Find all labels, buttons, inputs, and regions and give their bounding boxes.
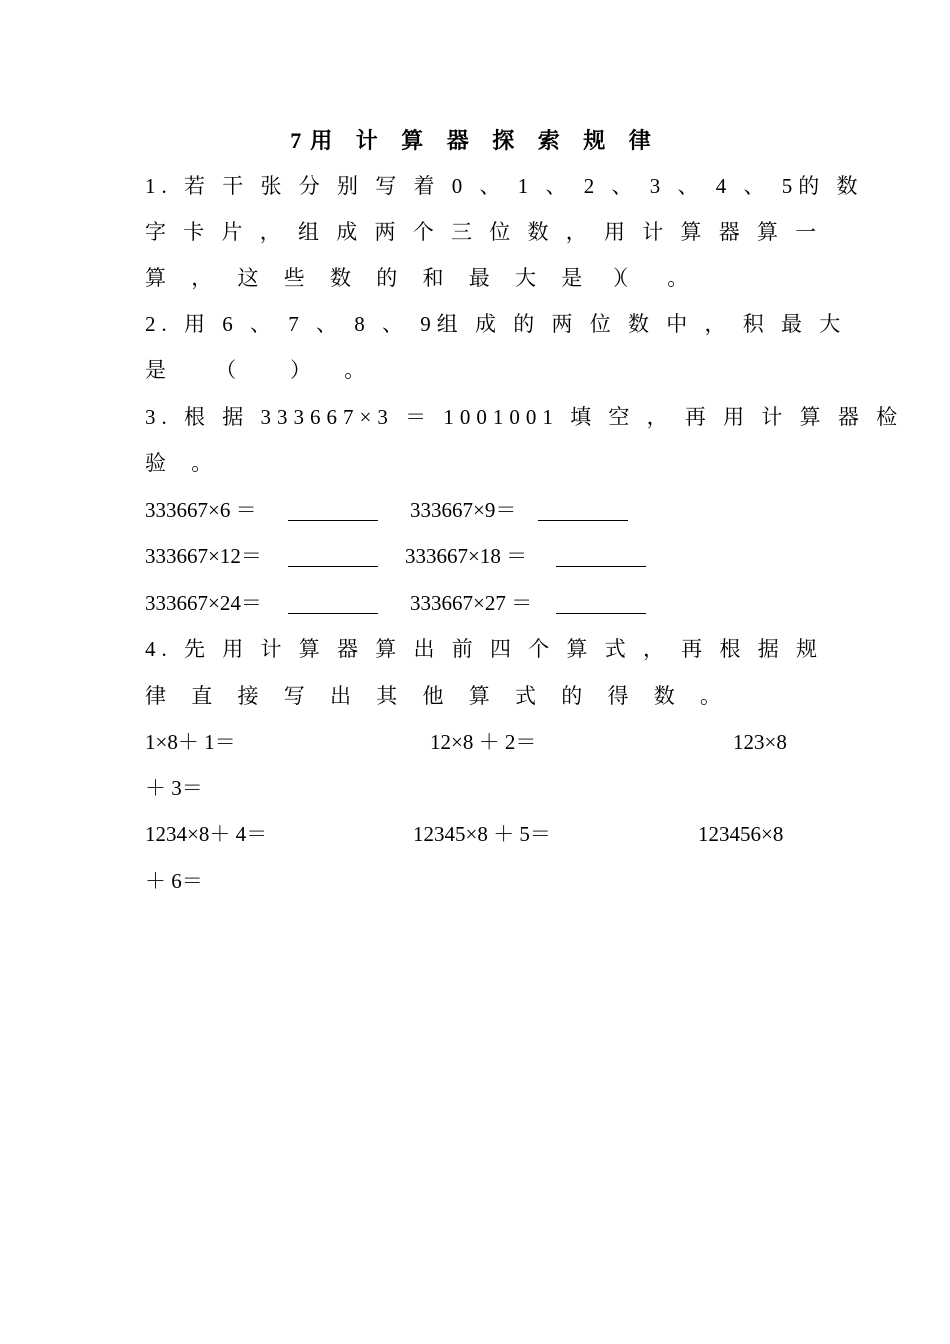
q3-row-2-left (145, 542, 262, 570)
q3-row-3-left-blank[interactable] (288, 593, 378, 614)
q3-row-3-right (410, 589, 532, 617)
q1-line-1: 1. 若 干 张 分 别 写 着 0 、 1 、 2 、 3 、 4 、 5的 数 (145, 174, 864, 198)
q3-row-3-left (145, 589, 262, 617)
q3-row-1-right-blank[interactable] (538, 500, 628, 521)
q2-line-1: 2. 用 6 、 7 、 8 、 9组 成 的 两 位 数 中 ， 积 最 大 (145, 312, 847, 336)
q4-line-2: 律 直 接 写 出 其 他 算 式 的 得 数 。 (145, 684, 731, 708)
q3-row-2-right (405, 542, 527, 570)
q3-row-1-left-blank[interactable] (288, 500, 378, 521)
q3-row-1-right-expr: 333667×9＝ (410, 498, 517, 522)
q3-row-1-left-expr: 333667×6 ＝ (145, 498, 257, 522)
q1-line-2: 字 卡 片 ， 组 成 两 个 三 位 数 ， 用 计 算 器 算 一 (145, 220, 823, 244)
q3-line-1: 3. 根 据 333667×3 ＝ 1001001 填 空 ， 再 用 计 算 器 检 (145, 405, 904, 429)
q1-line-3 (145, 264, 639, 292)
q3-row-1-right (410, 496, 516, 524)
q3-row-3-left-expr: 333667×24＝ (145, 591, 262, 615)
q3-row-2-right-blank[interactable] (556, 546, 646, 567)
q4-expr-2: 12×8 ＋ 2＝ (430, 730, 537, 754)
q3-row-1-left (145, 496, 257, 524)
q2-answer-close: ） 。 (290, 358, 380, 382)
q3-row-3-right-blank[interactable] (556, 593, 646, 614)
q3-line-2: 验 。 (145, 451, 223, 475)
q4-expr-5: 12345×8 ＋ 5＝ (413, 822, 551, 846)
q3-row-3-right-expr: 333667×27 ＝ (410, 591, 533, 615)
q4-line-1: 4. 先 用 计 算 器 算 出 前 四 个 算 式 ， 再 根 据 规 (145, 637, 823, 661)
q4-expr-1: 1×8＋ 1＝ (145, 730, 236, 754)
page-title: 7用 计 算 器 探 索 规 律 (290, 128, 660, 153)
q1-line-3-text: 算 ， 这 些 数 的 和 最 大 是 （ (145, 266, 639, 290)
q3-row-2-right-expr: 333667×18 ＝ (405, 544, 528, 568)
q4-expr-3-cont: ＋ 3＝ (145, 776, 203, 800)
q4-expr-6-cont: ＋ 6＝ (145, 869, 203, 893)
q4-expr-3: 123×8 (733, 730, 787, 754)
q3-row-2-left-blank[interactable] (288, 546, 378, 567)
q4-expr-4: 1234×8＋ 4＝ (145, 822, 268, 846)
q1-answer-close: ） 。 (613, 266, 703, 290)
q2-line-2: 是 （ (145, 358, 259, 382)
q4-expr-6: 123456×8 (698, 822, 784, 846)
q3-row-2-left-expr: 333667×12＝ (145, 544, 262, 568)
